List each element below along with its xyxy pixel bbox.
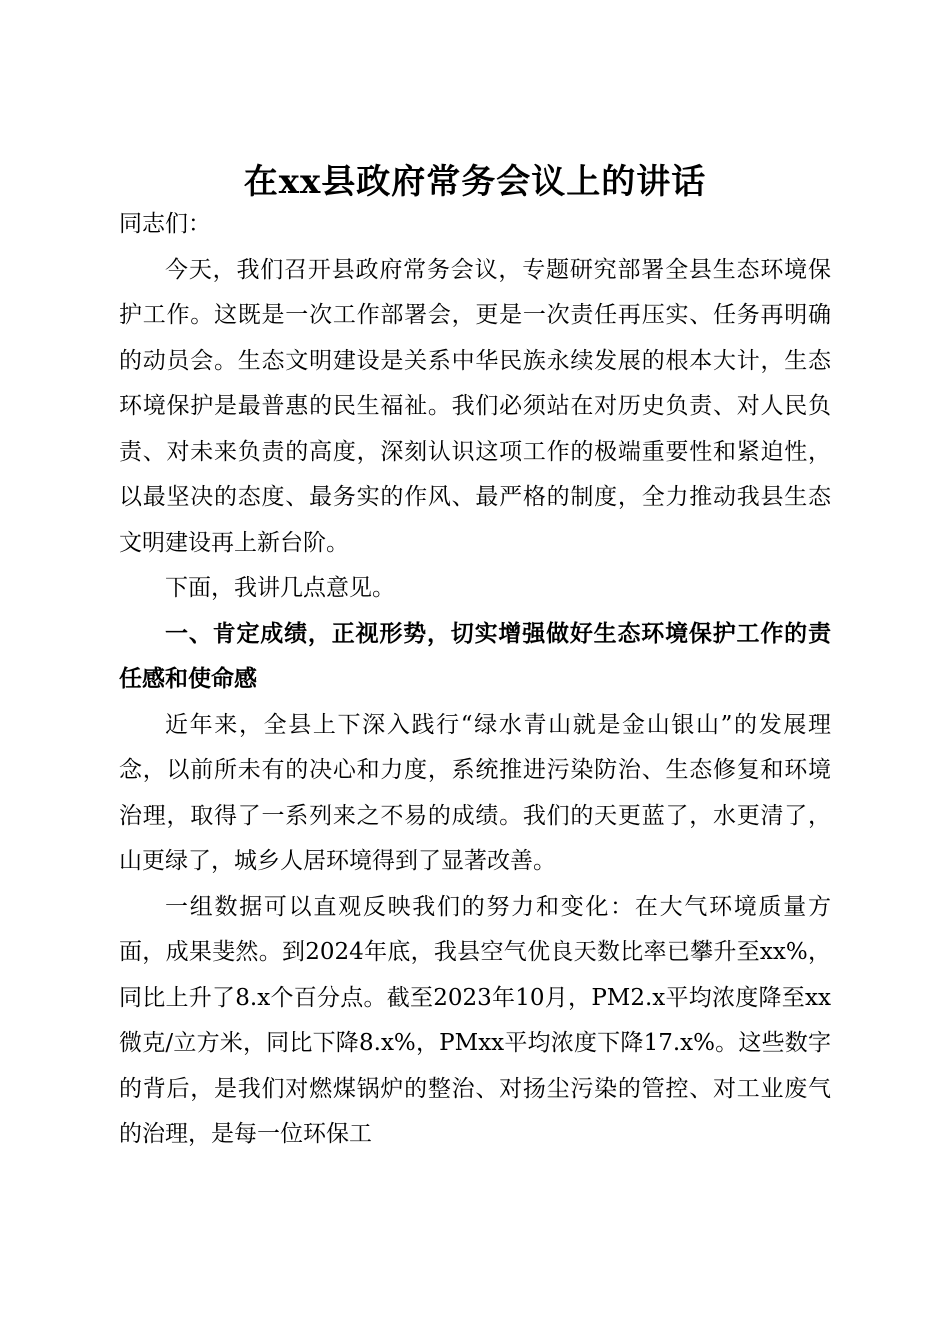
salutation: 同志们：	[119, 211, 211, 237]
section-heading: 一、肯定成绩，正视形势，切实增强做好生态环境保护工作的责任感和使命感	[119, 620, 831, 692]
paragraph-achievements: 近年来，全县上下深入践行“绿水青山就是金山银山”的发展理念，以前所未有的决心和力度，系统推进污染防治、生态修复和环境治理，取得了一系列来之不易的成绩。我们的天更蓝了，水更清了，山更绿了，城乡人居环境得到了显著改善。	[119, 711, 831, 874]
paragraph-transition: 下面，我讲几点意见。	[165, 575, 395, 601]
document-title: 在xx县政府常务会议上的讲话	[243, 161, 707, 202]
paragraph-opening: 今天，我们召开县政府常务会议，专题研究部署全县生态环境保护工作。这既是一次工作部署会，更是一次责任再压实、任务再明确的动员会。生态文明建设是关系中华民族永续发展的根本大计，生态环境保护是最普惠的民生福祉。我们必须站在对历史负责、对人民负责、对未来负责的高度，深刻认识这项工作的极端重要性和紧迫性，以最坚决的态度、最务实的作风、最严格的制度，全力推动我县生态文明建设再上新台阶。	[119, 256, 831, 556]
paragraph-data: 一组数据可以直观反映我们的努力和变化：在大气环境质量方面，成果斐然。到2024年底，我县空气优良天数比率已攀升至xx%，同比上升了8.x个百分点。截至2023年10月，PM2.x平均浓度降至xx微克/立方米，同比下降8.x%，PMxx平均浓度下降17.x%。这些数字的背后，是我们对燃煤锅炉的整治、对扬尘污染的管控、对工业废气的治理，是每一位环保工	[119, 893, 831, 1147]
document-body	[119, 202, 831, 1158]
